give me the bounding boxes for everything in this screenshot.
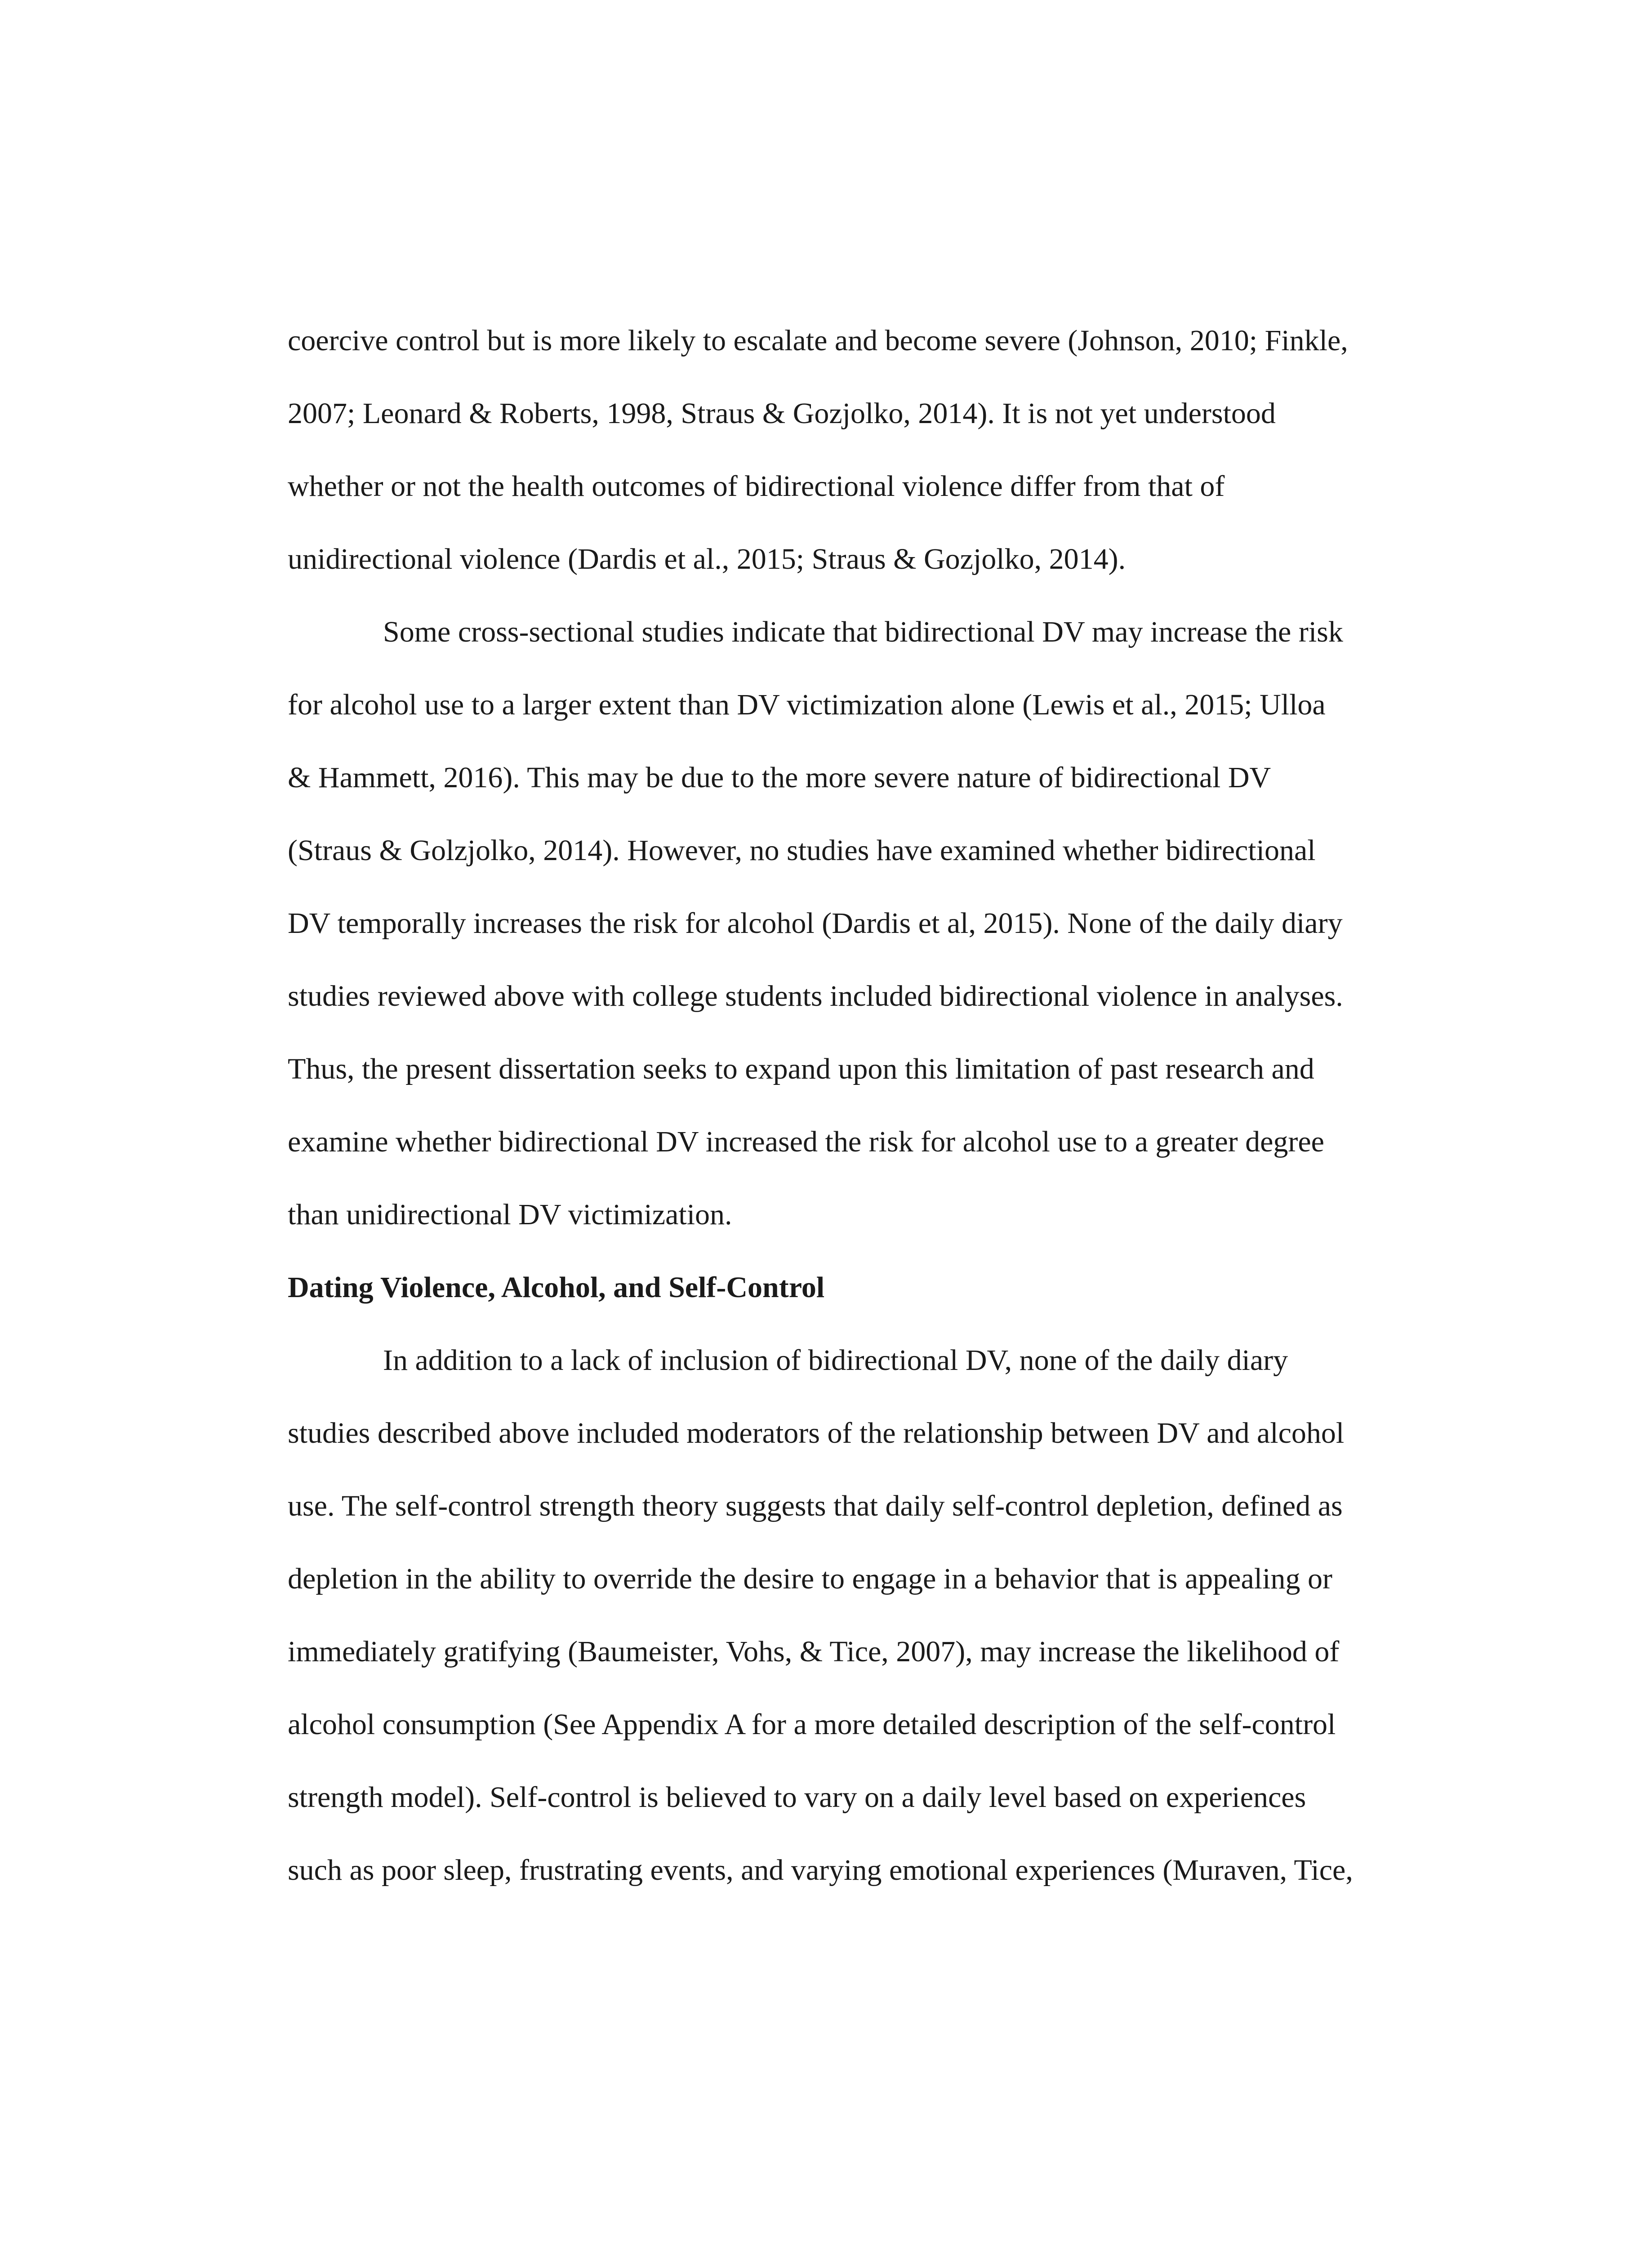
paragraph-line: Thus, the present dissertation seeks to expand upon this limitation of past research and xyxy=(288,1053,1314,1085)
paragraph-line: 2007; Leonard & Roberts, 1998, Straus & Gozjolko, 2014). It is not yet understood xyxy=(288,397,1276,430)
paragraph-line: alcohol consumption (See Appendix A for a more detailed description of the self-control xyxy=(288,1708,1336,1741)
paragraph-line: DV temporally increases the risk for alcohol (Dardis et al, 2015). None of the daily diary xyxy=(288,907,1343,940)
paragraph-line: In addition to a lack of inclusion of bidirectional DV, none of the daily diary xyxy=(383,1344,1288,1377)
paragraph-line: & Hammett, 2016). This may be due to the more severe nature of bidirectional DV xyxy=(288,761,1271,794)
paragraph-line: such as poor sleep, frustrating events, and varying emotional experiences (Muraven, Tice, xyxy=(288,1854,1353,1887)
paragraph-line: coercive control but is more likely to escalate and become severe (Johnson, 2010; Finkle, xyxy=(288,324,1348,357)
paragraph-line: whether or not the health outcomes of bidirectional violence differ from that of xyxy=(288,470,1225,503)
paragraph-line: (Straus & Golzjolko, 2014). However, no studies have examined whether bidirectional xyxy=(288,834,1316,867)
paragraph-line: strength model). Self-control is believed to vary on a daily level based on experiences xyxy=(288,1781,1306,1814)
section-heading: Dating Violence, Alcohol, and Self-Control xyxy=(288,1271,825,1304)
paragraph-line: for alcohol use to a larger extent than DV victimization alone (Lewis et al., 2015; Ulloa xyxy=(288,688,1326,721)
paragraph-line: examine whether bidirectional DV increased the risk for alcohol use to a greater degree xyxy=(288,1125,1324,1158)
paragraph-line: use. The self-control strength theory suggests that daily self-control depletion, defined as xyxy=(288,1490,1343,1522)
paragraph-line: studies described above included moderators of the relationship between DV and alcohol xyxy=(288,1417,1345,1450)
paragraph-line: than unidirectional DV victimization. xyxy=(288,1198,732,1231)
paragraph-line: unidirectional violence (Dardis et al., 2015; Straus & Gozjolko, 2014). xyxy=(288,543,1126,575)
paragraph-line: studies reviewed above with college students included bidirectional violence in analyses. xyxy=(288,980,1343,1012)
paragraph-line: immediately gratifying (Baumeister, Vohs, & Tice, 2007), may increase the likelihood of xyxy=(288,1635,1340,1668)
paragraph-line: Some cross-sectional studies indicate that bidirectional DV may increase the risk xyxy=(383,616,1343,648)
paragraph-line: depletion in the ability to override the desire to engage in a behavior that is appealing or xyxy=(288,1562,1332,1595)
